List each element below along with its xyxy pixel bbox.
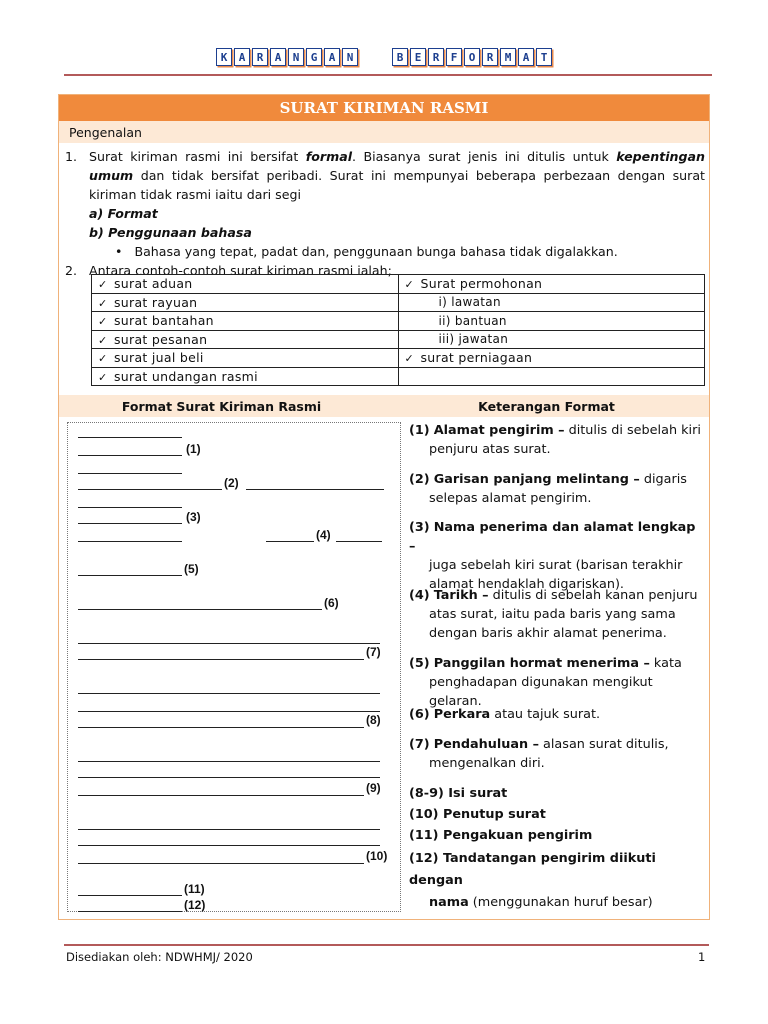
example-right-cell xyxy=(398,349,705,368)
text-emphasis: kepentingan umum xyxy=(89,149,705,183)
form-label-4: (4) xyxy=(316,528,331,542)
explanation-5 xyxy=(409,654,705,711)
form-line xyxy=(78,777,380,778)
explanation-text: (8-9) Isi surat xyxy=(409,786,508,801)
explanation-number: (5) xyxy=(409,656,430,671)
item-label: b) Penggunaan bahasa xyxy=(89,225,252,240)
item-format xyxy=(65,204,705,223)
form-line xyxy=(78,455,182,456)
explanation-continuation: atas surat, iaitu pada baris yang sama dengan baris akhir alamat penerima. xyxy=(429,607,676,641)
text-run: . Biasanya surat jenis ini ditulis untuk xyxy=(352,149,617,164)
example-text: iii) jawatan xyxy=(438,332,509,347)
explanation-continuation: penghadapan digunakan mengikut gelaran. xyxy=(429,675,653,709)
bullet-item: • Bahasa yang tepat, padat dan, penggunaan bunga bahasa tidak digalakkan. xyxy=(115,244,618,259)
explanation-3 xyxy=(409,518,705,594)
example-text: surat jual beli xyxy=(114,350,204,366)
intro-paragraph-1 xyxy=(65,147,705,204)
example-right-cell xyxy=(398,330,705,349)
form-line xyxy=(78,437,182,438)
banner-letter: O xyxy=(464,48,480,66)
form-label-7: (7) xyxy=(366,645,381,659)
explanation-continuation: penjuru atas surat. xyxy=(429,442,551,457)
intro-text: Antara contoh-contoh surat kiriman rasmi ialah; xyxy=(89,263,392,278)
form-label-8: (8) xyxy=(366,713,381,727)
check-icon: ✓ xyxy=(98,333,108,347)
footer-rule xyxy=(64,944,709,946)
banner-letter: N xyxy=(342,48,358,66)
explanation-number: (6) xyxy=(409,707,430,722)
form-line xyxy=(78,895,182,896)
paragraph-number: 2. xyxy=(65,263,78,278)
form-label-2: (2) xyxy=(224,476,239,490)
form-line xyxy=(78,609,322,610)
explanation-1 xyxy=(409,421,705,459)
check-icon: ✓ xyxy=(98,296,108,310)
explanation-number: (3) xyxy=(409,520,430,535)
banner-letter: A xyxy=(270,48,286,66)
explanation-10 xyxy=(409,805,705,824)
example-right-cell xyxy=(398,293,705,312)
form-label-1: (1) xyxy=(186,442,201,456)
explanation-number: (1) xyxy=(409,423,430,438)
explanation-term: Garisan panjang melintang – xyxy=(433,472,640,487)
banner-letter: G xyxy=(306,48,322,66)
form-line xyxy=(78,643,380,644)
banner-letter: B xyxy=(392,48,408,66)
letter-format-box xyxy=(67,422,401,912)
form-line xyxy=(78,711,380,712)
explanation-text: (menggunakan huruf besar) xyxy=(468,895,653,910)
explanation-4 xyxy=(409,586,705,643)
explanation-11 xyxy=(409,826,705,845)
example-text: surat pesanan xyxy=(114,331,208,347)
check-icon: ✓ xyxy=(404,352,415,366)
form-line xyxy=(78,761,380,762)
explanation-text: atau tajuk surat. xyxy=(490,707,601,722)
explanation-2 xyxy=(409,470,705,508)
banner-letter: R xyxy=(252,48,268,66)
banner-letter: K xyxy=(216,48,232,66)
explanation-text: ditulis di sebelah kiri xyxy=(564,423,701,438)
format-heading-left: Format Surat Kiriman Rasmi xyxy=(121,398,322,414)
table-row xyxy=(92,312,705,331)
explanation-text: ditulis di sebelah kanan penjuru xyxy=(488,588,698,603)
format-heading-right: Keterangan Format xyxy=(478,398,615,414)
text-run: Surat kiriman rasmi ini bersifat xyxy=(89,149,306,164)
explanation-continuation: juga sebelah kiri surat (barisan terakhir alamat hendaklah digariskan). xyxy=(429,558,683,592)
explanation-text: kata xyxy=(649,656,682,671)
form-line xyxy=(78,693,380,694)
paragraph-number: 1. xyxy=(65,149,78,164)
form-line xyxy=(78,863,364,864)
form-line xyxy=(246,489,384,490)
item-language xyxy=(65,223,705,242)
explanation-term: Perkara xyxy=(433,707,491,722)
examples-table xyxy=(91,274,705,386)
example-left-cell xyxy=(92,330,399,349)
example-right-cell xyxy=(398,312,705,331)
check-icon: ✓ xyxy=(98,278,108,292)
table-row xyxy=(92,275,705,294)
banner-letter: R xyxy=(428,48,444,66)
banner-letter: N xyxy=(288,48,304,66)
example-text: i) lawatan xyxy=(438,295,501,310)
example-left-cell xyxy=(92,349,399,368)
header-banner xyxy=(0,48,768,66)
item-label: a) Format xyxy=(89,206,158,221)
explanation-12 xyxy=(409,848,705,914)
explanation-8-9 xyxy=(409,784,705,803)
page-title: SURAT KIRIMAN RASMI xyxy=(59,95,709,121)
format-heading-bar xyxy=(59,395,709,417)
check-icon: ✓ xyxy=(98,352,108,366)
form-label-6: (6) xyxy=(324,596,339,610)
text-run: dan tidak bersifat peribadi. Surat ini mempunyai beberapa perbezaan dengan surat kiriman tidak rasmi iaitu dari segi xyxy=(89,168,705,202)
form-line xyxy=(78,507,182,508)
check-icon: ✓ xyxy=(98,370,108,384)
explanation-continuation: selepas alamat pengirim. xyxy=(429,491,592,506)
example-text: surat undangan rasmi xyxy=(114,368,258,384)
example-text: ii) bantuan xyxy=(438,313,507,328)
form-label-3: (3) xyxy=(186,510,201,524)
banner-letter: R xyxy=(482,48,498,66)
explanation-term: Panggilan hormat menerima – xyxy=(433,656,650,671)
example-left-cell xyxy=(92,312,399,331)
check-icon: ✓ xyxy=(98,315,108,329)
form-line xyxy=(78,829,380,830)
form-line xyxy=(78,489,222,490)
form-label-11: (11) xyxy=(184,882,205,896)
explanation-term: Alamat pengirim – xyxy=(433,423,565,438)
form-line xyxy=(78,541,182,542)
example-left-cell xyxy=(92,293,399,312)
banner-letter: A xyxy=(518,48,534,66)
bullet-text: Bahasa yang tepat, padat dan, penggunaan bunga bahasa tidak digalakkan. xyxy=(134,244,618,259)
example-right-cell xyxy=(398,367,705,386)
header-rule xyxy=(64,74,712,76)
form-line xyxy=(78,575,182,576)
example-text: surat rayuan xyxy=(114,294,198,310)
form-label-5: (5) xyxy=(184,562,199,576)
example-text: surat bantahan xyxy=(114,313,214,329)
table-row xyxy=(92,349,705,368)
form-label-12: (12) xyxy=(184,898,206,912)
explanation-term: Tarikh – xyxy=(433,588,489,603)
explanation-continuation: mengenalkan diri. xyxy=(429,756,545,771)
banner-letter: A xyxy=(234,48,250,66)
example-left-cell xyxy=(92,367,399,386)
form-line xyxy=(78,911,182,912)
banner-letter: M xyxy=(500,48,516,66)
banner-word xyxy=(392,48,552,66)
form-line xyxy=(336,541,382,542)
table-row xyxy=(92,330,705,349)
explanation-text: (11) Pengakuan pengirim xyxy=(409,828,593,843)
example-text: surat perniagaan xyxy=(420,350,533,366)
footer-credit: Disediakan oleh: NDWHMJ/ 2020 xyxy=(66,950,253,964)
example-text: Surat permohonan xyxy=(420,276,543,292)
explanation-term: Pendahuluan – xyxy=(433,737,539,752)
text-emphasis: formal xyxy=(305,149,353,164)
intro-section xyxy=(65,147,705,280)
form-line xyxy=(266,541,314,542)
example-right-cell xyxy=(398,275,705,294)
form-line xyxy=(78,659,364,660)
form-line xyxy=(78,523,182,524)
banner-word xyxy=(216,48,358,66)
explanation-number: (7) xyxy=(409,737,430,752)
intro-heading: Pengenalan xyxy=(59,121,709,143)
form-line xyxy=(78,473,182,474)
explanation-text: (12) Tandatangan pengirim diikuti dengan xyxy=(409,851,656,888)
banner-letter: E xyxy=(410,48,426,66)
form-line xyxy=(78,845,380,846)
form-label-10: (10) xyxy=(366,849,388,863)
form-line xyxy=(78,795,364,796)
explanation-number: (2) xyxy=(409,472,430,487)
explanation-text: digaris xyxy=(639,472,687,487)
explanation-term: Nama penerima dan alamat lengkap – xyxy=(409,520,696,554)
example-left-cell xyxy=(92,275,399,294)
explanation-number: (4) xyxy=(409,588,430,603)
form-label-9: (9) xyxy=(366,781,381,795)
explanation-text: alasan surat ditulis, xyxy=(538,737,669,752)
explanation-7 xyxy=(409,735,705,773)
check-icon: ✓ xyxy=(404,278,415,292)
explanation-emphasis: nama xyxy=(429,895,469,910)
explanation-text: (10) Penutup surat xyxy=(409,807,546,822)
explanation-6 xyxy=(409,705,705,724)
banner-letter: F xyxy=(446,48,462,66)
banner-letter: T xyxy=(536,48,552,66)
table-row xyxy=(92,367,705,386)
form-line xyxy=(78,727,364,728)
page-number: 1 xyxy=(698,950,706,964)
table-row xyxy=(92,293,705,312)
example-text: surat aduan xyxy=(114,276,193,292)
banner-letter: A xyxy=(324,48,340,66)
intro-text xyxy=(65,147,705,204)
content-frame xyxy=(58,94,710,920)
